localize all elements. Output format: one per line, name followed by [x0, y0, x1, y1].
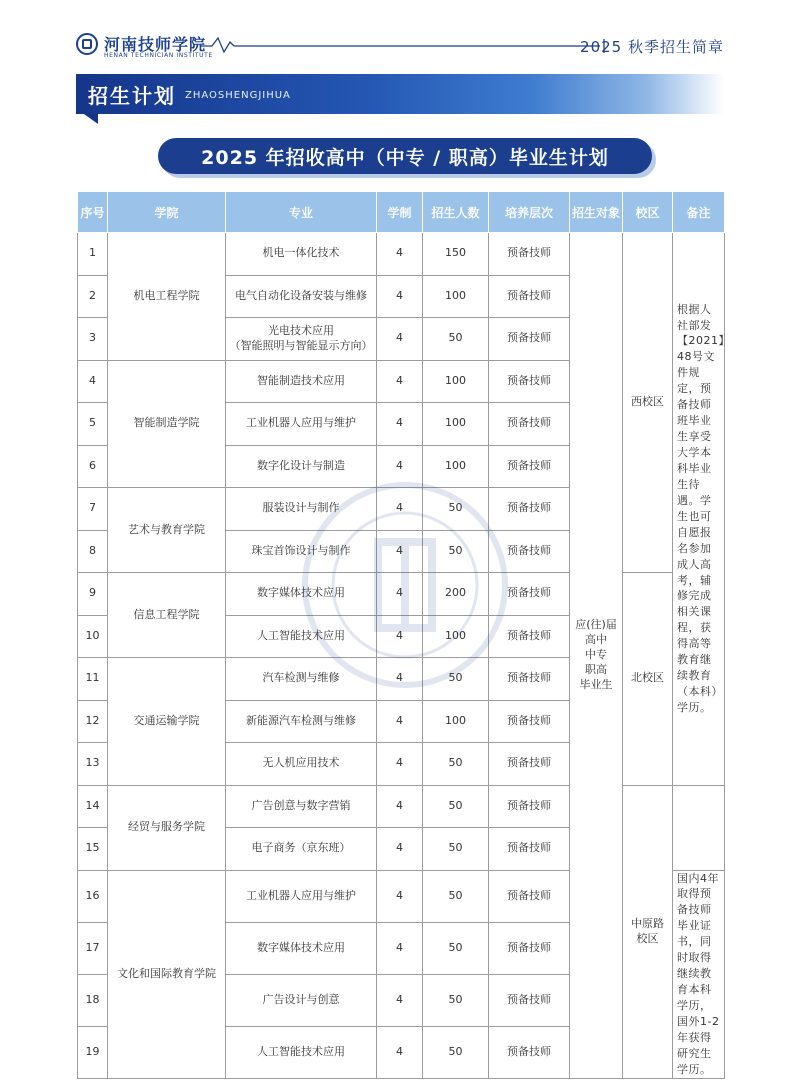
- cell-years: 4: [377, 488, 423, 531]
- table-row: [78, 233, 725, 276]
- cell-no: 2: [78, 275, 108, 318]
- cell-major: 数字媒体技术应用: [226, 922, 377, 974]
- banner-tail: [84, 114, 98, 124]
- cell-no: 9: [78, 573, 108, 616]
- cell-count: 50: [423, 658, 489, 701]
- cell-count: 50: [423, 974, 489, 1026]
- cell-count: 100: [423, 700, 489, 743]
- cell-campus: 西校区: [623, 233, 673, 573]
- cell-major: 数字化设计与制造: [226, 445, 377, 488]
- cell-level: 预备技师: [489, 318, 570, 361]
- cell-level: 预备技师: [489, 530, 570, 573]
- cell-major: 新能源汽车检测与维修: [226, 700, 377, 743]
- cell-years: 4: [377, 530, 423, 573]
- cell-count: 100: [423, 275, 489, 318]
- school-name-cn: 河南技师学院: [104, 35, 207, 54]
- cell-no: 16: [78, 870, 108, 922]
- cell-years: 4: [377, 870, 423, 922]
- cell-no: 5: [78, 403, 108, 446]
- cell-years: 4: [377, 318, 423, 361]
- brochure-title: 2025 秋季招生简章: [580, 38, 724, 56]
- page-header: [0, 0, 800, 70]
- header-level: 培养层次: [489, 192, 570, 233]
- cell-major: 工业机器人应用与维护: [226, 870, 377, 922]
- cell-count: 50: [423, 488, 489, 531]
- cell-college: 艺术与教育学院: [108, 488, 226, 573]
- plan-title: 2025 年招收高中（中专 / 职高）毕业生计划: [158, 138, 652, 174]
- header-major: 专业: [226, 192, 377, 233]
- cell-level: 预备技师: [489, 700, 570, 743]
- cell-level: 预备技师: [489, 743, 570, 786]
- cell-count: 50: [423, 922, 489, 974]
- school-name-en: HENAN TECHNICIAN INSTITUTE: [104, 52, 213, 59]
- cell-target: [570, 233, 623, 1079]
- cell-level: 预备技师: [489, 573, 570, 616]
- cell-years: 4: [377, 403, 423, 446]
- target-line: 职高: [585, 662, 607, 676]
- cell-no: 19: [78, 1026, 108, 1078]
- cell-no: 4: [78, 360, 108, 403]
- cell-major: 电气自动化设备安装与维修: [226, 275, 377, 318]
- header-college: 学院: [108, 192, 226, 233]
- cell-college: 文化和国际教育学院: [108, 870, 226, 1078]
- table-header-row: [78, 192, 725, 233]
- cell-note-empty: [673, 785, 725, 870]
- cell-no: 15: [78, 828, 108, 871]
- cell-level: 预备技师: [489, 828, 570, 871]
- cell-count: 150: [423, 233, 489, 276]
- cell-years: 4: [377, 1026, 423, 1078]
- cell-level: 预备技师: [489, 233, 570, 276]
- cell-count: 50: [423, 743, 489, 786]
- cell-level: 预备技师: [489, 870, 570, 922]
- cell-level: 预备技师: [489, 785, 570, 828]
- cell-years: 4: [377, 360, 423, 403]
- cell-level: 预备技师: [489, 658, 570, 701]
- header-count: 招生人数: [423, 192, 489, 233]
- cell-no: 1: [78, 233, 108, 276]
- cell-major: 广告设计与创意: [226, 974, 377, 1026]
- cell-major: 人工智能技术应用: [226, 1026, 377, 1078]
- cell-years: 4: [377, 700, 423, 743]
- cell-major: 电子商务（京东班）: [226, 828, 377, 871]
- cell-count: 100: [423, 360, 489, 403]
- cell-level: 预备技师: [489, 488, 570, 531]
- cell-level: 预备技师: [489, 615, 570, 658]
- cell-years: 4: [377, 658, 423, 701]
- cell-note: 根据人社部发【2021】48号文件规定，预备技师班毕业生享受大学本科毕业生待遇。学生也可自愿报名参加成人高考，辅修完成相关课程，获得高等教育继续教育（本科）学历。: [673, 233, 725, 786]
- cell-count: 100: [423, 403, 489, 446]
- cell-major: 汽车检测与维修: [226, 658, 377, 701]
- cell-years: 4: [377, 445, 423, 488]
- major-line: 光电技术应用: [268, 323, 334, 337]
- cell-no: 7: [78, 488, 108, 531]
- major-line: （智能照明与智能显示方向）: [229, 338, 373, 352]
- cell-level: 预备技师: [489, 974, 570, 1026]
- cell-level: 预备技师: [489, 1026, 570, 1078]
- header-campus: 校区: [623, 192, 673, 233]
- cell-count: 50: [423, 1026, 489, 1078]
- cell-years: 4: [377, 615, 423, 658]
- cell-count: 50: [423, 828, 489, 871]
- cell-years: 4: [377, 785, 423, 828]
- header-years: 学制: [377, 192, 423, 233]
- cell-note: 国内4年取得预备技师毕业证书，同时取得继续教育本科学历，国外1-2年获得研究生学历。: [673, 870, 725, 1078]
- cell-major: 智能制造技术应用: [226, 360, 377, 403]
- table-row: [78, 785, 725, 828]
- cell-count: 100: [423, 615, 489, 658]
- cell-level: 预备技师: [489, 275, 570, 318]
- enrollment-plan-table: [77, 191, 730, 1079]
- cell-count: 50: [423, 318, 489, 361]
- cell-no: 10: [78, 615, 108, 658]
- table-row: [78, 573, 725, 616]
- cell-count: 50: [423, 785, 489, 828]
- target-line: 高中: [585, 633, 607, 647]
- cell-major: 无人机应用技术: [226, 743, 377, 786]
- cell-major: [226, 318, 377, 361]
- cell-college: 机电工程学院: [108, 233, 226, 361]
- cell-count: 100: [423, 445, 489, 488]
- campus-line: 校区: [636, 931, 659, 945]
- cell-years: 4: [377, 828, 423, 871]
- cell-college: 智能制造学院: [108, 360, 226, 488]
- section-pinyin: ZHAOSHENGJIHUA: [185, 90, 291, 101]
- cell-count: 200: [423, 573, 489, 616]
- cell-years: 4: [377, 275, 423, 318]
- cell-count: 50: [423, 530, 489, 573]
- cell-years: 4: [377, 233, 423, 276]
- cell-college: 交通运输学院: [108, 658, 226, 786]
- target-line: 中专: [585, 647, 607, 661]
- cell-no: 8: [78, 530, 108, 573]
- cell-level: 预备技师: [489, 403, 570, 446]
- cell-no: 6: [78, 445, 108, 488]
- cell-level: 预备技师: [489, 360, 570, 403]
- header-note: 备注: [673, 192, 725, 233]
- cell-no: 12: [78, 700, 108, 743]
- cell-count: 50: [423, 870, 489, 922]
- cell-no: 18: [78, 974, 108, 1026]
- section-title: 招生计划: [88, 84, 176, 108]
- campus-line: 中原路: [631, 916, 664, 930]
- cell-major: 机电一体化技术: [226, 233, 377, 276]
- cell-major: 服装设计与制作: [226, 488, 377, 531]
- cell-major: 珠宝首饰设计与制作: [226, 530, 377, 573]
- cell-campus: 北校区: [623, 573, 673, 786]
- cell-no: 11: [78, 658, 108, 701]
- cell-years: 4: [377, 573, 423, 616]
- cell-major: 工业机器人应用与维护: [226, 403, 377, 446]
- cell-no: 17: [78, 922, 108, 974]
- cell-college: 信息工程学院: [108, 573, 226, 658]
- target-line: 毕业生: [579, 677, 613, 691]
- header-target: 招生对象: [570, 192, 623, 233]
- cell-no: 14: [78, 785, 108, 828]
- cell-major: 数字媒体技术应用: [226, 573, 377, 616]
- cell-level: 预备技师: [489, 445, 570, 488]
- header-no: 序号: [78, 192, 108, 233]
- cell-no: 13: [78, 743, 108, 786]
- cell-campus: [623, 785, 673, 1078]
- cell-years: 4: [377, 974, 423, 1026]
- cell-major: 人工智能技术应用: [226, 615, 377, 658]
- cell-years: 4: [377, 922, 423, 974]
- cell-college: 经贸与服务学院: [108, 785, 226, 870]
- cell-level: 预备技师: [489, 922, 570, 974]
- cell-years: 4: [377, 743, 423, 786]
- cell-major: 广告创意与数字营销: [226, 785, 377, 828]
- cell-no: 3: [78, 318, 108, 361]
- target-line: 应(往)届: [575, 618, 617, 632]
